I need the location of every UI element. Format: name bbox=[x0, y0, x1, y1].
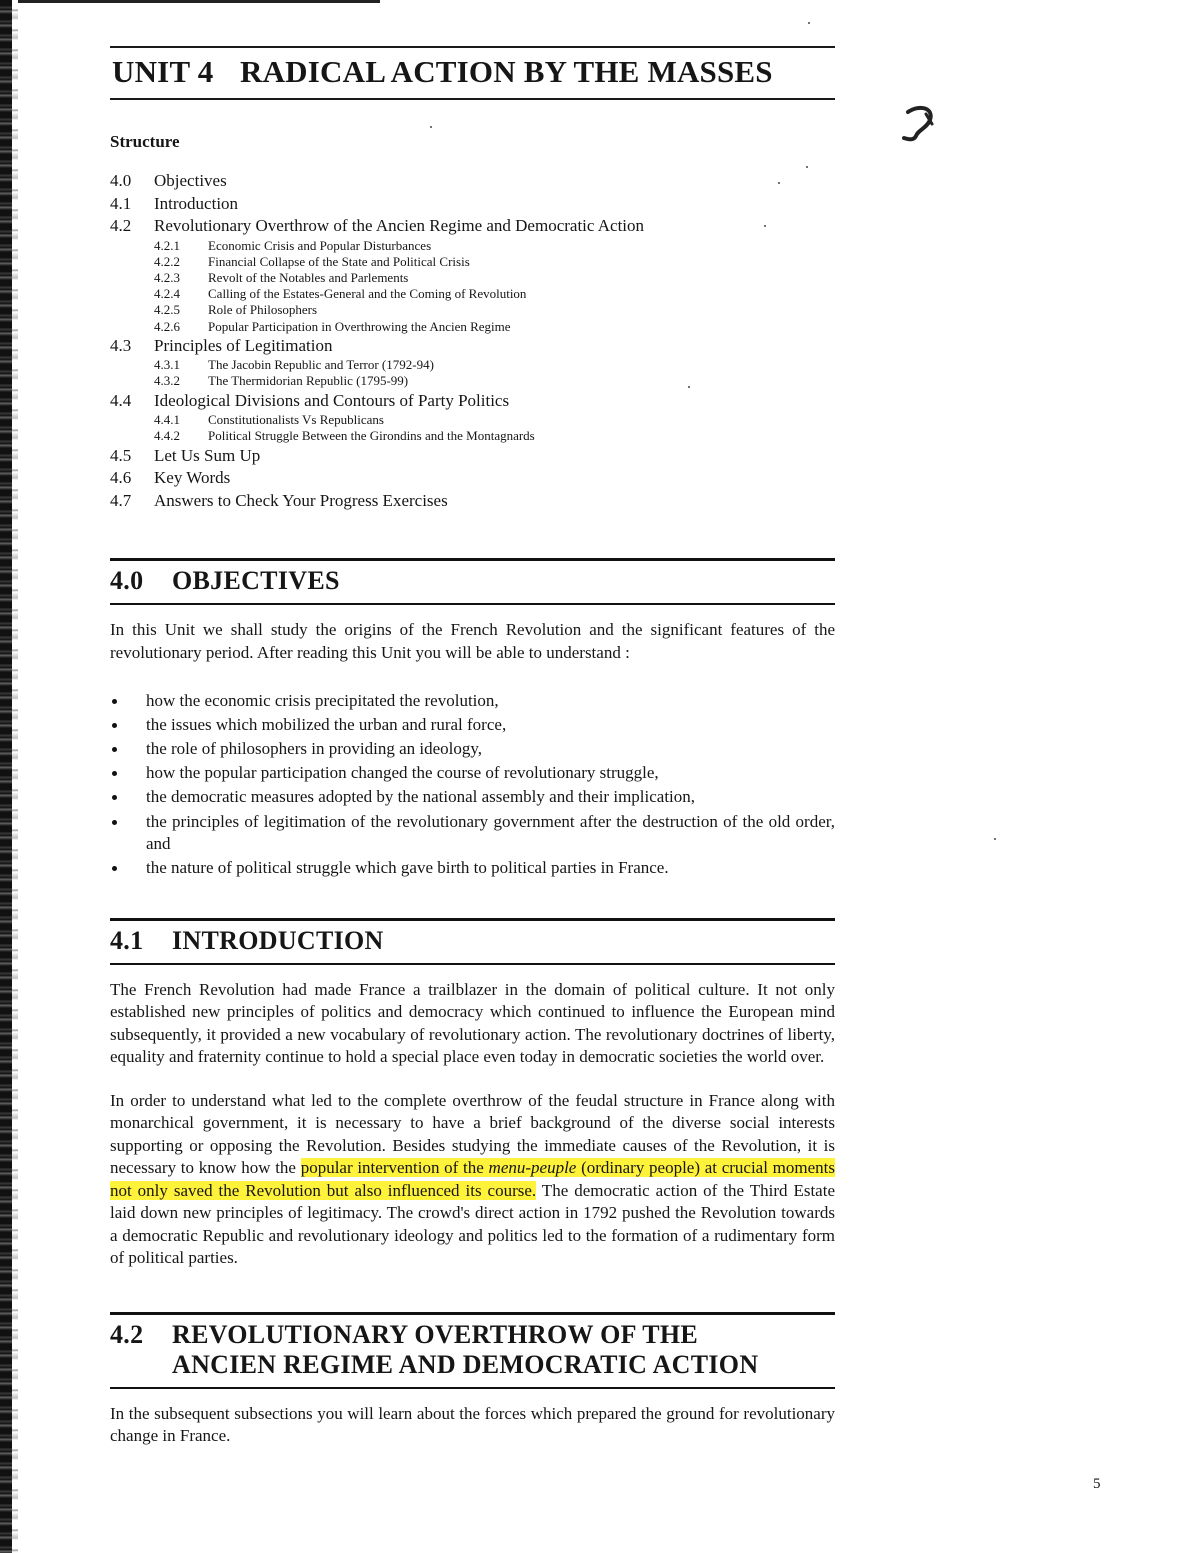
objective-bullet: the principles of legitimation of the revolutionary government after the destruction of the old order, and bbox=[110, 811, 835, 856]
toc-item-label: Principles of Legitimation bbox=[154, 335, 333, 355]
toc-item-label: Revolutionary Overthrow of the Ancien Regime and Democratic Action bbox=[154, 216, 645, 235]
scan-binding-shadow bbox=[12, 0, 18, 1553]
toc-subitem bbox=[110, 428, 835, 444]
section-number: 4.1 bbox=[110, 925, 144, 955]
toc-item-number: 4.3 bbox=[110, 335, 132, 355]
unit-title bbox=[110, 48, 835, 98]
introduction-paragraph-2 bbox=[110, 1090, 835, 1270]
para2-text-before: In order to understand what led to the complete overthrow of the feudal structure in France along with monarchical government, it is necessary to have a brief background of the diverse social interests supporting or opposing the Revolution. Besides studying the immediate causes of the Revolution, it is necessary to know how the bbox=[110, 1090, 835, 1178]
scan-speck bbox=[808, 22, 810, 24]
toc-subitem-label: Financial Collapse of the State and Political Crisis bbox=[208, 253, 470, 269]
section-rule-bottom bbox=[110, 603, 835, 605]
highlight-italic-term: menu-peuple bbox=[488, 1158, 577, 1178]
highlight-text-a: popular intervention of the bbox=[300, 1158, 489, 1178]
toc-item bbox=[110, 170, 835, 193]
table-of-contents bbox=[110, 170, 835, 512]
para2-text-after: The democratic action of the Third Estate laid down new principles of legitimacy. The crowd's direct action in 1792 pushed the Revolution towards a democratic Republic and revolutionary ideology and politics led to the formation of a rudimentary form of political parties. bbox=[110, 1180, 835, 1268]
toc-item-label: Answers to Check Your Progress Exercises bbox=[154, 490, 448, 510]
introduction-paragraph-1: The French Revolution had made France a trailblazer in the domain of political culture. It not only established new principles of politics and democracy which continued to influence the European mind subsequently, it provided a new vocabulary of revolutionary action. The revolutionary doctrines of liberty, equality and fraternity continue to hold a special place even today in democratic societies the world over. bbox=[110, 979, 835, 1067]
objective-bullet: the issues which mobilized the urban and rural force, bbox=[110, 714, 835, 737]
toc-subitem-label: The Thermidorian Republic (1795-99) bbox=[208, 373, 409, 389]
section-title-line-2: ANCIEN REGIME AND DEMOCRATIC ACTION bbox=[172, 1349, 759, 1379]
toc-item bbox=[110, 490, 835, 513]
section-header-objectives bbox=[110, 558, 835, 605]
toc-subitem-number: 4.2.3 bbox=[154, 269, 180, 285]
toc-item bbox=[110, 445, 835, 468]
toc-subitem bbox=[110, 319, 835, 335]
objective-bullet: how the popular participation changed the course of revolutionary struggle, bbox=[110, 762, 835, 785]
objectives-list bbox=[110, 690, 835, 880]
section-title bbox=[110, 1315, 835, 1387]
toc-subitem-label: Calling of the Estates-General and the Coming of Revolution bbox=[208, 286, 527, 302]
page-number: 5 bbox=[1093, 1476, 1101, 1492]
section-number: 4.2 bbox=[110, 1319, 144, 1349]
scan-binding-edge bbox=[0, 0, 12, 1553]
toc-subitem-number: 4.3.1 bbox=[154, 357, 180, 373]
toc-item bbox=[110, 335, 835, 358]
section-title bbox=[110, 561, 835, 603]
toc-subitem-number: 4.2.2 bbox=[154, 253, 180, 269]
toc-subitem-number: 4.2.1 bbox=[154, 237, 180, 253]
toc-subitem-label: Constitutionalists Vs Republicans bbox=[208, 412, 384, 428]
toc-item-number: 4.1 bbox=[110, 193, 132, 213]
toc-subitem-number: 4.2.5 bbox=[154, 302, 180, 318]
toc-subitem bbox=[110, 302, 835, 318]
toc-subitem bbox=[110, 357, 835, 373]
toc-subitem-label: Revolt of the Notables and Parlements bbox=[208, 269, 409, 285]
toc-item bbox=[110, 467, 835, 490]
toc-item-number: 4.5 bbox=[110, 445, 132, 465]
toc-item-label: Key Words bbox=[154, 468, 231, 488]
toc-item-number: 4.6 bbox=[110, 468, 132, 488]
toc-item bbox=[110, 390, 835, 413]
toc-subitem-label: Economic Crisis and Popular Disturbances bbox=[208, 237, 432, 253]
toc-subitem-number: 4.2.4 bbox=[154, 286, 180, 302]
section-rule-bottom bbox=[110, 1387, 835, 1389]
scan-speck bbox=[994, 838, 996, 840]
toc-subitem bbox=[110, 286, 835, 302]
objective-bullet: the role of philosophers in providing an ideology, bbox=[110, 738, 835, 761]
section-number: 4.0 bbox=[110, 566, 144, 596]
toc-subitem-label: Political Struggle Between the Girondins and the Montagnards bbox=[208, 428, 535, 444]
section-title-text: OBJECTIVES bbox=[172, 566, 340, 596]
toc-subitem-label: Popular Participation in Overthrowing the Ancien Regime bbox=[208, 318, 511, 334]
section-title bbox=[110, 921, 835, 963]
toc-item-label: Objectives bbox=[154, 171, 227, 190]
objective-bullet: how the economic crisis precipitated the revolution, bbox=[110, 690, 835, 713]
toc-subitem-number: 4.4.2 bbox=[154, 428, 180, 444]
section-title-line-1: REVOLUTIONARY OVERTHROW OF THE bbox=[172, 1319, 699, 1349]
toc-subitem bbox=[110, 254, 835, 270]
toc-subitem-label: Role of Philosophers bbox=[208, 302, 318, 318]
toc-subitem-number: 4.3.2 bbox=[154, 373, 180, 389]
section-rule-bottom bbox=[110, 963, 835, 965]
toc-subitem bbox=[110, 412, 835, 428]
toc-item-number: 4.0 bbox=[110, 171, 132, 190]
toc-subitem bbox=[110, 270, 835, 286]
section-title-text: INTRODUCTION bbox=[172, 925, 384, 955]
toc-item bbox=[110, 215, 835, 238]
page-content bbox=[110, 46, 835, 1448]
unit-title-text: RADICAL ACTION BY THE MASSES bbox=[240, 54, 773, 89]
title-rule-bottom bbox=[110, 98, 835, 100]
toc-item-number: 4.2 bbox=[110, 216, 132, 235]
toc-subitem bbox=[110, 373, 835, 389]
toc-item-number: 4.4 bbox=[110, 390, 132, 410]
toc-subitem-number: 4.4.1 bbox=[154, 412, 180, 428]
toc-subitem bbox=[110, 238, 835, 254]
section-4-2-paragraph: In the subsequent subsections you will learn about the forces which prepared the ground for revolutionary change in France. bbox=[110, 1403, 835, 1446]
unit-number: UNIT 4 bbox=[112, 54, 214, 89]
objective-bullet: the democratic measures adopted by the national assembly and their implication, bbox=[110, 786, 835, 809]
toc-item-label: Ideological Divisions and Contours of Party Politics bbox=[154, 390, 510, 410]
toc-item-number: 4.7 bbox=[110, 490, 132, 510]
toc-subitem-label: The Jacobin Republic and Terror (1792-94) bbox=[208, 357, 434, 373]
scan-top-edge bbox=[18, 0, 380, 3]
structure-heading: Structure bbox=[110, 132, 180, 151]
objectives-intro: In this Unit we shall study the origins of the French Revolution and the significant features of the revolutionary period. After reading this Unit you will be able to understand : bbox=[110, 620, 835, 662]
toc-item-label: Introduction bbox=[154, 193, 239, 213]
handwritten-mark bbox=[898, 100, 944, 146]
highlight-text-b: (ordinary people) at crucial moments not only saved the Revolution but also influenced its course. bbox=[110, 1158, 835, 1200]
toc-item bbox=[110, 193, 835, 216]
section-header-introduction bbox=[110, 918, 835, 965]
toc-item-label: Let Us Sum Up bbox=[154, 445, 261, 465]
section-header-4-2 bbox=[110, 1312, 835, 1389]
toc-subitem-number: 4.2.6 bbox=[154, 318, 180, 334]
objective-bullet: the nature of political struggle which gave birth to political parties in France. bbox=[110, 857, 835, 880]
